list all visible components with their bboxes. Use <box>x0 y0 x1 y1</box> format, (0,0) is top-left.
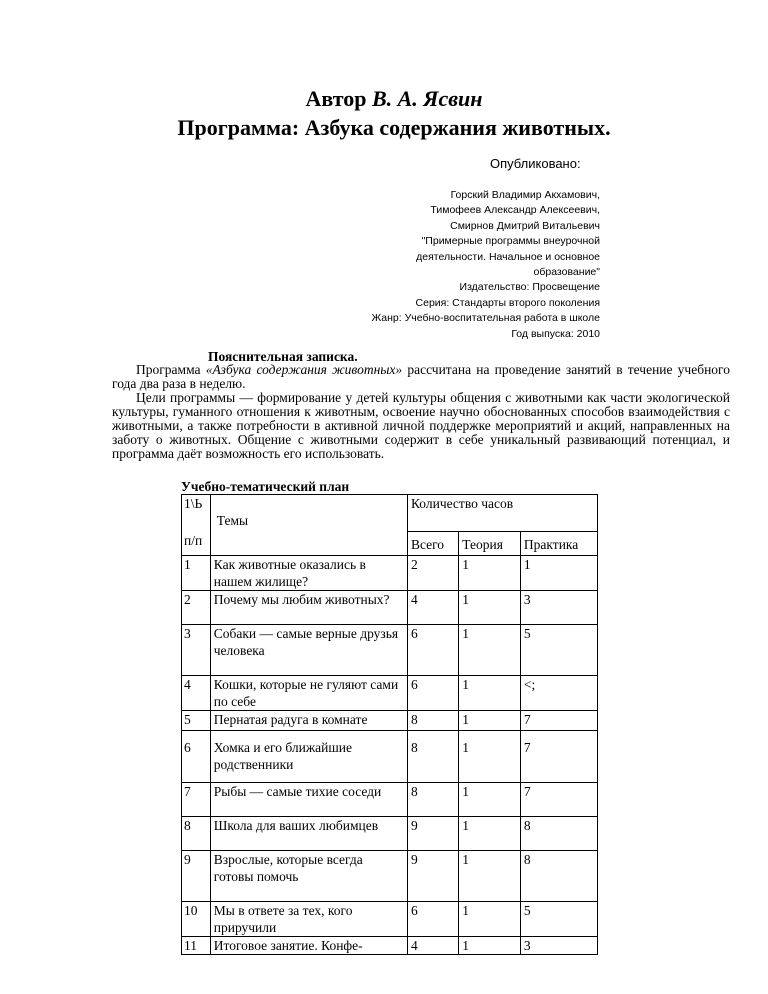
row-total-hours: 9 <box>407 817 458 851</box>
author-prefix: Автор <box>305 86 367 111</box>
row-topic: Кошки, которые не гуляют сами по себе <box>210 676 407 711</box>
row-number: 9 <box>182 851 211 902</box>
row-total-hours: 2 <box>407 556 458 591</box>
publication-line: "Примерные программы внеурочной <box>421 235 600 248</box>
header-hours: Количество часов <box>407 495 597 532</box>
row-topic: Взрослые, которые всегда готовы помочь <box>210 851 407 902</box>
header-total: Всего <box>407 531 458 555</box>
row-topic: Почему мы любим животных? <box>210 591 407 625</box>
row-practice-hours: 3 <box>520 591 597 625</box>
header-theory: Теория <box>459 531 521 555</box>
table-row <box>182 676 598 711</box>
row-number: 2 <box>182 591 211 625</box>
row-number: 8 <box>182 817 211 851</box>
table-row <box>182 851 598 902</box>
row-total-hours: 6 <box>407 902 458 937</box>
row-total-hours: 4 <box>407 591 458 625</box>
row-total-hours: 8 <box>407 711 458 731</box>
note-text: рассчитана на проведение занятий в течение учебного года два раза в неделю. <box>112 362 731 391</box>
table-row <box>182 783 598 817</box>
row-number: 11 <box>182 937 211 955</box>
row-theory-hours: 1 <box>459 676 521 711</box>
header-number-cell <box>182 495 211 556</box>
row-practice-hours: 7 <box>520 731 597 783</box>
header-num-bottom: п/п <box>184 533 203 548</box>
row-theory-hours: 1 <box>459 851 521 902</box>
note-text: Программа <box>136 362 206 377</box>
row-practice-hours: 8 <box>520 851 597 902</box>
row-number: 3 <box>182 625 211 676</box>
row-theory-hours: 1 <box>459 937 521 955</box>
row-theory-hours: 1 <box>459 731 521 783</box>
row-practice-hours: 8 <box>520 817 597 851</box>
publication-line: Тимофеев Александр Алексеевич, <box>430 204 600 217</box>
row-topic: Школа для ваших любимцев <box>210 817 407 851</box>
row-total-hours: 6 <box>407 625 458 676</box>
row-theory-hours: 1 <box>459 711 521 731</box>
row-practice-hours: 3 <box>520 937 597 955</box>
row-total-hours: 8 <box>407 783 458 817</box>
publication-line: Горский Владимир Акхамович, <box>450 189 600 201</box>
row-practice-hours: 7 <box>520 711 597 731</box>
program-title: Программа: Азбука содержания животных. <box>177 115 611 140</box>
note-paragraph-2: Цели программы — формирование у детей культуры общения с животными как части экологической культуры, гуманного отношения к животным, освоение научно обоснованных способов взаимодействия с животными, а также потребности в активной личной поддержке мероприятий и акций, направленных на заботу о животных. Общение с животными содержит в себе уникальный развивающий потенциал, и программа даёт возможность его использовать. <box>112 390 730 461</box>
row-number: 10 <box>182 902 211 937</box>
row-practice-hours: 5 <box>520 902 597 937</box>
explanatory-note <box>112 363 730 461</box>
table-row <box>182 625 598 676</box>
table-row <box>182 902 598 937</box>
row-topic: Пернатая радуга в комнате <box>210 711 407 731</box>
note-paragraph-1 <box>112 363 730 391</box>
row-number: 7 <box>182 783 211 817</box>
row-theory-hours: 1 <box>459 783 521 817</box>
publication-details <box>300 188 600 342</box>
row-topic: Итоговое занятие. Конфе- <box>210 937 407 955</box>
publication-line: Смирнов Дмитрий Витальевич <box>450 219 600 232</box>
row-number: 4 <box>182 676 211 711</box>
document-title-author <box>0 86 768 112</box>
row-theory-hours: 1 <box>459 902 521 937</box>
row-topic: Как животные оказались в нашем жилище? <box>210 556 407 591</box>
header-practice: Практика <box>520 531 597 555</box>
curriculum-table <box>181 494 598 955</box>
published-label: Опубликовано: <box>490 156 581 171</box>
row-total-hours: 9 <box>407 851 458 902</box>
author-name: В. А. Ясвин <box>371 86 483 111</box>
row-number: 1 <box>182 556 211 591</box>
row-theory-hours: 1 <box>459 591 521 625</box>
row-total-hours: 4 <box>407 937 458 955</box>
row-practice-hours: <; <box>520 676 597 711</box>
publication-line: Год выпуска: 2010 <box>511 327 600 340</box>
table-row <box>182 731 598 783</box>
table-row <box>182 937 598 955</box>
publication-line: Жанр: Учебно-воспитательная работа в школе <box>371 312 600 325</box>
row-topic: Хомка и его ближайшие родственники <box>210 731 407 783</box>
table-row <box>182 711 598 731</box>
row-number: 5 <box>182 711 211 731</box>
publication-line: образование" <box>533 266 600 279</box>
row-practice-hours: 5 <box>520 625 597 676</box>
note-program-name: «Азбука содержания животных» <box>205 362 403 377</box>
explanatory-note-title: Пояснительная записка. <box>208 349 358 364</box>
row-practice-hours: 7 <box>520 783 597 817</box>
publication-line: Издательство: Просвещение <box>459 281 600 294</box>
row-practice-hours: 1 <box>520 556 597 591</box>
row-total-hours: 8 <box>407 731 458 783</box>
plan-title: Учебно-тематический план <box>181 479 350 494</box>
row-topic: Мы в ответе за тех, кого приручили <box>210 902 407 937</box>
header-topics: Темы <box>216 513 249 528</box>
table-header-row <box>182 495 598 532</box>
header-num-top: 1\Ь <box>184 496 203 511</box>
row-number: 6 <box>182 731 211 783</box>
publication-line: деятельности. Начальное и основное <box>416 250 600 263</box>
row-topic: Рыбы — самые тихие соседи <box>210 783 407 817</box>
row-topic: Собаки — самые верные друзья человека <box>210 625 407 676</box>
table-row <box>182 817 598 851</box>
header-topics-cell <box>210 495 407 556</box>
table-row <box>182 556 598 591</box>
row-theory-hours: 1 <box>459 817 521 851</box>
table-row <box>182 591 598 625</box>
publication-line: Серия: Стандарты второго поколения <box>415 296 600 309</box>
row-theory-hours: 1 <box>459 556 521 591</box>
row-total-hours: 6 <box>407 676 458 711</box>
row-theory-hours: 1 <box>459 625 521 676</box>
